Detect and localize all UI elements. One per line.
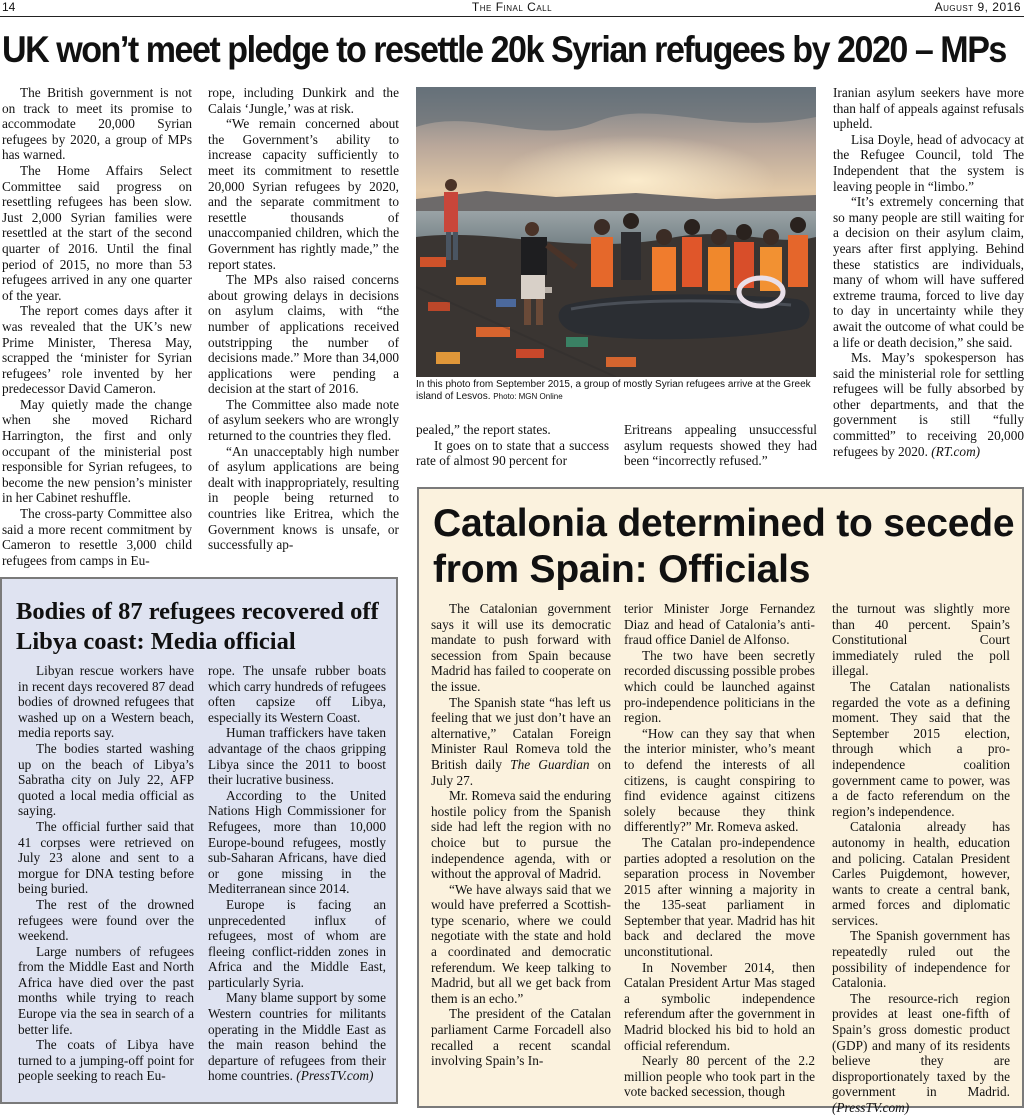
paragraph: The report comes days after it was revealed that the UK’s new Prime Minister, Theresa May, scrapped the ‘minister for Syrian refugees’ role invented by her predecessor David Cameron. [2,303,192,397]
main-story-column-2 [208,85,399,553]
paragraph: Nearly 80 percent of the 2.2 million people who took part in the vote backed secession, though [624,1053,815,1100]
paragraph: “An unacceptably high number of asylum applications are being dealt with inappropriately, resulting in people being returned to countries like Eritrea, which the Government knows is unsafe, or successfully ap- [208,443,399,553]
paragraph [431,695,611,789]
paragraph: “We remain concerned about the Government’s ability to increase capacity sufficiently to meet its commitment to resettle 20,000 Syrian refugees by 2020, and the separate commitment to resettle thousands of unaccompanied children, which the Government has rightly made,” the report states. [208,116,399,272]
source-signature: (RT.com) [931,443,981,459]
paragraph: The Catalonian government says it will use its democratic mandate to push forward with secession from Spain because Madrid has failed to cooperate on the issue. [431,601,611,694]
paragraph: May quietly made the change when she moved Richard Harrington, the first and only occupant of the ministerial post responsible for Syrian refugees, to become the new pension’s minister in her Cabinet reshuffle. [2,396,192,506]
paragraph: The Catalan nationalists regarded the vote as a defining moment. They said that the September 2015 election, through which a pro-independence coalition government came to power, was a de facto referendum on the region’s independence. [832,678,1010,819]
paragraph: rope. The unsafe rubber boats which carry hundreds of refugees often capsize off Libya, especially its Western Coast. [208,663,386,725]
issue-date: August 9, 2016 [934,0,1021,14]
source-signature: (PressTV.com) [832,1100,910,1115]
catalonia-headline: Catalonia determined to secede from Spain: Officials [433,502,1015,591]
photo-caption [416,379,818,403]
paragraph [208,990,386,1084]
publication-name: The Final Call [471,0,553,14]
paragraph: In November 2014, then Catalan President Artur Mas staged a symbolic independence referendum after the government in Madrid blocked his bid to hold an official referendum. [624,959,815,1053]
paragraph: The Spanish government has repeatedly ruled out the possibility of independence for Catalonia. [832,928,1010,991]
source-signature: (PressTV.com) [296,1068,374,1084]
paragraph: “How can they say that when the interior minister, who’s meant to defend the interests of all citizens, is caught conspiring to find evidence against citizens solely because they think differently?” Mr. Romeva asked. [624,725,815,835]
paragraph: Lisa Doyle, head of advocacy at the Refugee Council, told The Independent that the system is leaving people in “limbo.” [833,131,1024,194]
catalonia-story-box [417,487,1024,1115]
caption-text: In this photo from September 2015, a group of mostly Syrian refugees arrive at the Greek island of Lesvos. [416,379,811,402]
photo-credit: Photo: MGN Online [493,392,563,401]
paragraph: It goes on to state that a success rate of almost 90 percent for [416,437,609,469]
libya-headline: Bodies of 87 refugees recovered off Libya coast: Media official [16,598,379,655]
paragraph-text: Ms. May’s spokesperson has said the ministerial role for settling refugees will be fully absorbed by other departments, and that the government is still “fully committed” to receiving 20,000 refugees by 2020. [833,350,1024,459]
libya-column-1 [18,663,194,1084]
paragraph: Eritreans appealing unsuccessful asylum requests showed they had been “incorrectly refused.” [624,422,817,469]
paragraph: Catalonia already has autonomy in health, education and policing. Catalan President Carles Puigdemont, however, wants to create a central bank, armed forces and diplomatic services. [832,819,1010,928]
paragraph-text: The Spanish state “has left us feeling that we just don’t have an alternative,” Catalan Foreign Minister Raul Romeva told the British daily [431,694,611,772]
paragraph: The British government is not on track to meet its promise to accommodate 20,000 Syrian refugees by 2020, a group of MPs has warned. [2,85,192,163]
main-story-column-4 [624,422,817,469]
paragraph: The rest of the drowned refugees were found over the weekend. [18,896,194,944]
paragraph: The Committee also made note of asylum seekers who are wrongly returned to the countries they fled. [208,396,399,444]
paragraph: “It’s extremely concerning that so many people are still waiting for a decision on their asylum claim, years after first applying. Behind these statistics are individuals, many of whom will have suffered extreme trauma, forced to live day to day in uncertainty while they await the outcome of what could be a life or death decision,” she said. [833,194,1024,350]
paragraph: The two have been secretly recorded discussing possible probes which could be launched against pro-independence politicians in the region. [624,647,815,726]
paragraph: the turnout was slightly more than 40 percent. Spain’s Constitutional Court immediately ruled the poll illegal. [832,601,1010,679]
libya-column-2 [208,663,386,1084]
catalonia-column-1 [431,601,611,1069]
paragraph: terior Minister Jorge Fernandez Diaz and head of Catalonia’s anti-fraud office Daniel de Alfonso. [624,601,815,648]
main-story-column-3 [416,422,609,469]
paragraph: The cross-party Committee also said a more recent commitment by Cameron to resettle 3,000 child refugees from camps in Eu- [2,506,192,568]
paragraph: Iranian asylum seekers have more than half of appeals against refusals upheld. [833,85,1024,132]
paragraph: The bodies started washing up on the beach of Libya’s Sabratha city on July 22, AFP quoted a local media official as saying. [18,740,194,819]
paragraph: The Home Affairs Select Committee said progress on resettling refugees has been slow. Just 2,000 Syrian families were resettled at the start of the second quarter of 2016. Until the final period of 2015, no more than 53 refugees arrived in any one quarter of the year. [2,162,192,303]
paragraph: pealed,” the report states. [416,422,551,437]
paragraph: The coats of Libya have turned to a jumping-off point for people seeking to reach Eu- [18,1037,194,1084]
main-story-column-5 [833,85,1024,459]
paragraph: The MPs also raised concerns about growing delays in decisions on asylum claims, with “the number of applications received outstripping the number of decisions made.” More than 34,000 applications were pending a decision at the start of 2016. [208,272,399,397]
paragraph [833,350,1024,459]
paragraph: Large numbers of refugees from the Middle East and North Africa have died over the past months while trying to reach Europe via the sea in search of a better life. [18,943,194,1037]
paragraph [832,991,1010,1116]
page-folio [0,0,1024,17]
catalonia-column-2 [624,601,815,1100]
catalonia-column-3 [832,601,1010,1116]
libya-story-box [0,577,398,1104]
paragraph: Libyan rescue workers have in recent days recovered 87 dead bodies of drowned refugees that washed up on a Western beach, media reports say. [18,663,194,741]
paragraph-text: Many blame support by some Western countries for militants operating in the Middle East as the main reason behind the departure of refugees from their home countries. [208,990,386,1084]
refugee-boat-photo [416,87,816,377]
paragraph: The president of the Catalan parliament Carme Forcadell also recalled a recent scandal involving Spain’s In- [431,1006,611,1069]
newspaper-reference: The Guardian [510,756,590,772]
paragraph: The official further said that 41 corpses were retrieved on July 23 alone and sent to a morgue for DNA testing before being buried. [18,818,194,897]
main-headline: UK won’t meet pledge to resettle 20k Syrian refugees by 2020 – MPs [2,29,1006,70]
paragraph: According to the United Nations High Commissioner for Refugees, more than 10,000 Europe-bound refugees, mostly sub-Saharan Africans, have died or gone missing in the Mediterranean since 2014. [208,787,386,897]
paragraph: Mr. Romeva said the enduring hostile policy from the Spanish side had left the region with no choice but to pursue the independence agenda, with or without the approval of Madrid. [431,788,611,882]
paragraph-text: on July 27. [431,756,612,788]
page-number: 14 [2,0,16,14]
paragraph: rope, including Dunkirk and the Calais ‘Jungle,’ was at risk. [208,85,399,116]
paragraph-text: The resource-rich region provides at least one-fifth of Spain’s gross domestic product (GDP) and many of its residents believe they are disproportionately taxed by the government in Madrid. [832,990,1010,1100]
paragraph: Human traffickers have taken advantage of the chaos gripping Libya since the 2011 to boost their lucrative business. [208,725,386,788]
paragraph: Europe is facing an unprecedented influx of refugees, most of whom are fleeing conflict-ridden zones in Africa and the Middle East, particularly Syria. [208,896,386,990]
paragraph: The Catalan pro-independence parties adopted a resolution on the separation process in November 2015 after winning a majority in the 135-seat parliament in September that year. Madrid has hit back and declared the move unconstitutional. [624,834,815,960]
paragraph: “We have always said that we would have preferred a Scottish-type scenario, where we could negotiate with the state and hold a coordinated and democratic referendum. We keep talking to Madrid, but all we get back from them is an echo.” [431,881,611,1006]
main-story-column-1 [2,85,192,568]
